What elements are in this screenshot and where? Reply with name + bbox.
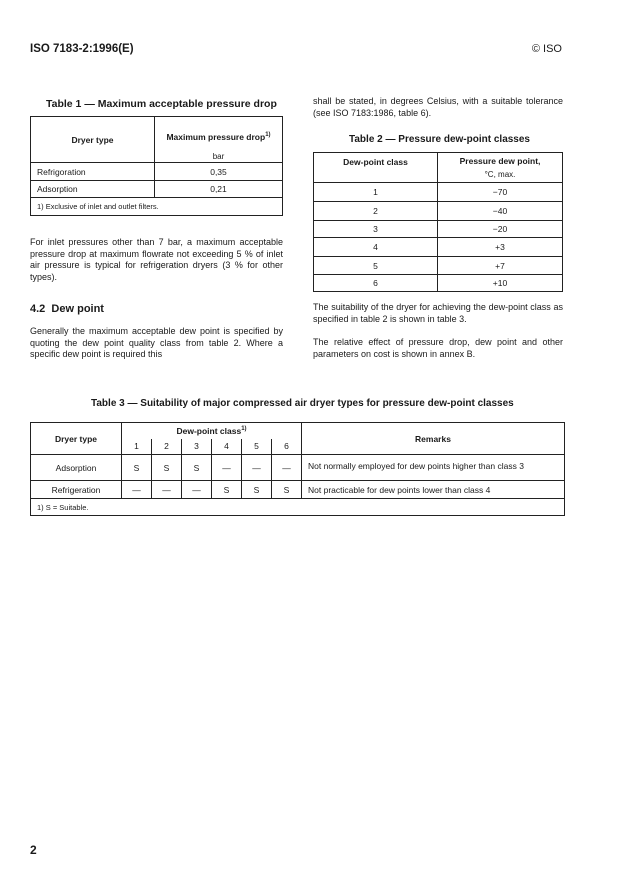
table2-col-class: Dew-point class [314, 153, 438, 183]
table1-col-dryer: Dryer type [31, 117, 155, 163]
section-title: Dew point [51, 303, 104, 315]
table3-class-header: 6 [272, 439, 302, 455]
table3-row-type: Adsorption [31, 455, 122, 481]
table3-cell: — [242, 455, 272, 481]
table2-col-unit: °C, max. [484, 169, 516, 179]
table3-class-header: 2 [152, 439, 182, 455]
table2-value: +7 [438, 257, 563, 275]
table1-row-type: Adsorption [31, 181, 155, 198]
table2-class: 5 [314, 257, 438, 275]
table1 [30, 116, 283, 216]
table1-col-unit: bar [155, 151, 283, 163]
table3-cell: — [272, 455, 302, 481]
table2-class: 2 [314, 202, 438, 221]
table2-col-pdp-label: Pressure dew point, [459, 155, 541, 166]
table3-cell: — [152, 481, 182, 499]
table1-caption: Table 1 — Maximum acceptable pressure drop [46, 98, 277, 110]
table3-remark: Not practicable for dew points lower than class 4 [302, 481, 565, 499]
document-id: ISO 7183-2:1996(E) [30, 43, 134, 55]
table3-class-header: 3 [182, 439, 212, 455]
table3-cell: — [122, 481, 152, 499]
table3-cell: — [182, 481, 212, 499]
table3-col-dryer: Dryer type [31, 423, 122, 455]
table3-col-class-footnote-ref: 1) [241, 425, 247, 432]
table3-col-remarks: Remarks [302, 423, 565, 455]
table1-footnote: 1) Exclusive of inlet and outlet filters. [31, 198, 283, 216]
table1-row-type: Refrigoration [31, 163, 155, 181]
table3-cell: S [272, 481, 302, 499]
table2-value: +3 [438, 238, 563, 257]
table2-class: 4 [314, 238, 438, 257]
table2-class: 3 [314, 221, 438, 238]
table1-col-pressure-label: Maximum pressure drop [166, 131, 266, 142]
tolerance-paragraph: shall be stated, in degrees Celsius, with a suitable tolerance (see ISO 7183:1986, table 6). [313, 96, 563, 118]
table2-caption: Table 2 — Pressure dew-point classes [349, 134, 530, 145]
table3-caption: Table 3 — Suitability of major compressed air dryer types for pressure dew-point classes [91, 398, 514, 409]
copyright-mark: © ISO [531, 43, 562, 55]
table3-cell: S [122, 455, 152, 481]
table3-col-class-label: Dew-point class [176, 425, 242, 436]
table2-value: −40 [438, 202, 563, 221]
table1-col-pressure-footnote-ref: 1) [265, 131, 271, 138]
suitability-paragraph: The suitability of the dryer for achieving the dew-point class as specified in table 2 is shown in table 3. [313, 302, 563, 324]
table3-cell: S [152, 455, 182, 481]
cost-effect-paragraph: The relative effect of pressure drop, dew point and other parameters on cost is shown in annex B. [313, 337, 563, 359]
dew-point-paragraph: Generally the maximum acceptable dew point is specified by quoting the dew point quality class from table 2. Where a specific dew point is required this [30, 326, 283, 359]
table3-remark: Not normally employed for dew points higher than class 3 [302, 455, 565, 481]
table3-class-header: 4 [212, 439, 242, 455]
table2-value: +10 [438, 275, 563, 292]
table3-class-header: 5 [242, 439, 272, 455]
table2-class: 6 [314, 275, 438, 292]
table3-row-type: Refrigeration [31, 481, 122, 499]
section-heading [30, 303, 104, 315]
table3-cell: — [212, 455, 242, 481]
table3-cell: S [182, 455, 212, 481]
table1-row-value: 0,35 [155, 163, 283, 181]
page-number: 2 [30, 843, 37, 857]
table2-col-pdp [438, 153, 563, 183]
inlet-pressure-paragraph: For inlet pressures other than 7 bar, a maximum acceptable pressure drop at maximum flowrate not exceeding 5 % of inlet air pressure is typical for refrigeration dryers (3 % for other types). [30, 237, 283, 282]
table1-row-value: 0,21 [155, 181, 283, 198]
table3-cell: S [242, 481, 272, 499]
table2-value: −70 [438, 183, 563, 202]
table2-class: 1 [314, 183, 438, 202]
table3-footnote: 1) S = Suitable. [31, 499, 565, 516]
table2-value: −20 [438, 221, 563, 238]
table2 [313, 152, 563, 292]
table3-class-header: 1 [122, 439, 152, 455]
table3-col-class [122, 423, 302, 439]
table3-cell: S [212, 481, 242, 499]
table3 [30, 422, 565, 516]
section-number: 4.2 [30, 303, 46, 315]
table1-col-pressure [155, 117, 283, 151]
